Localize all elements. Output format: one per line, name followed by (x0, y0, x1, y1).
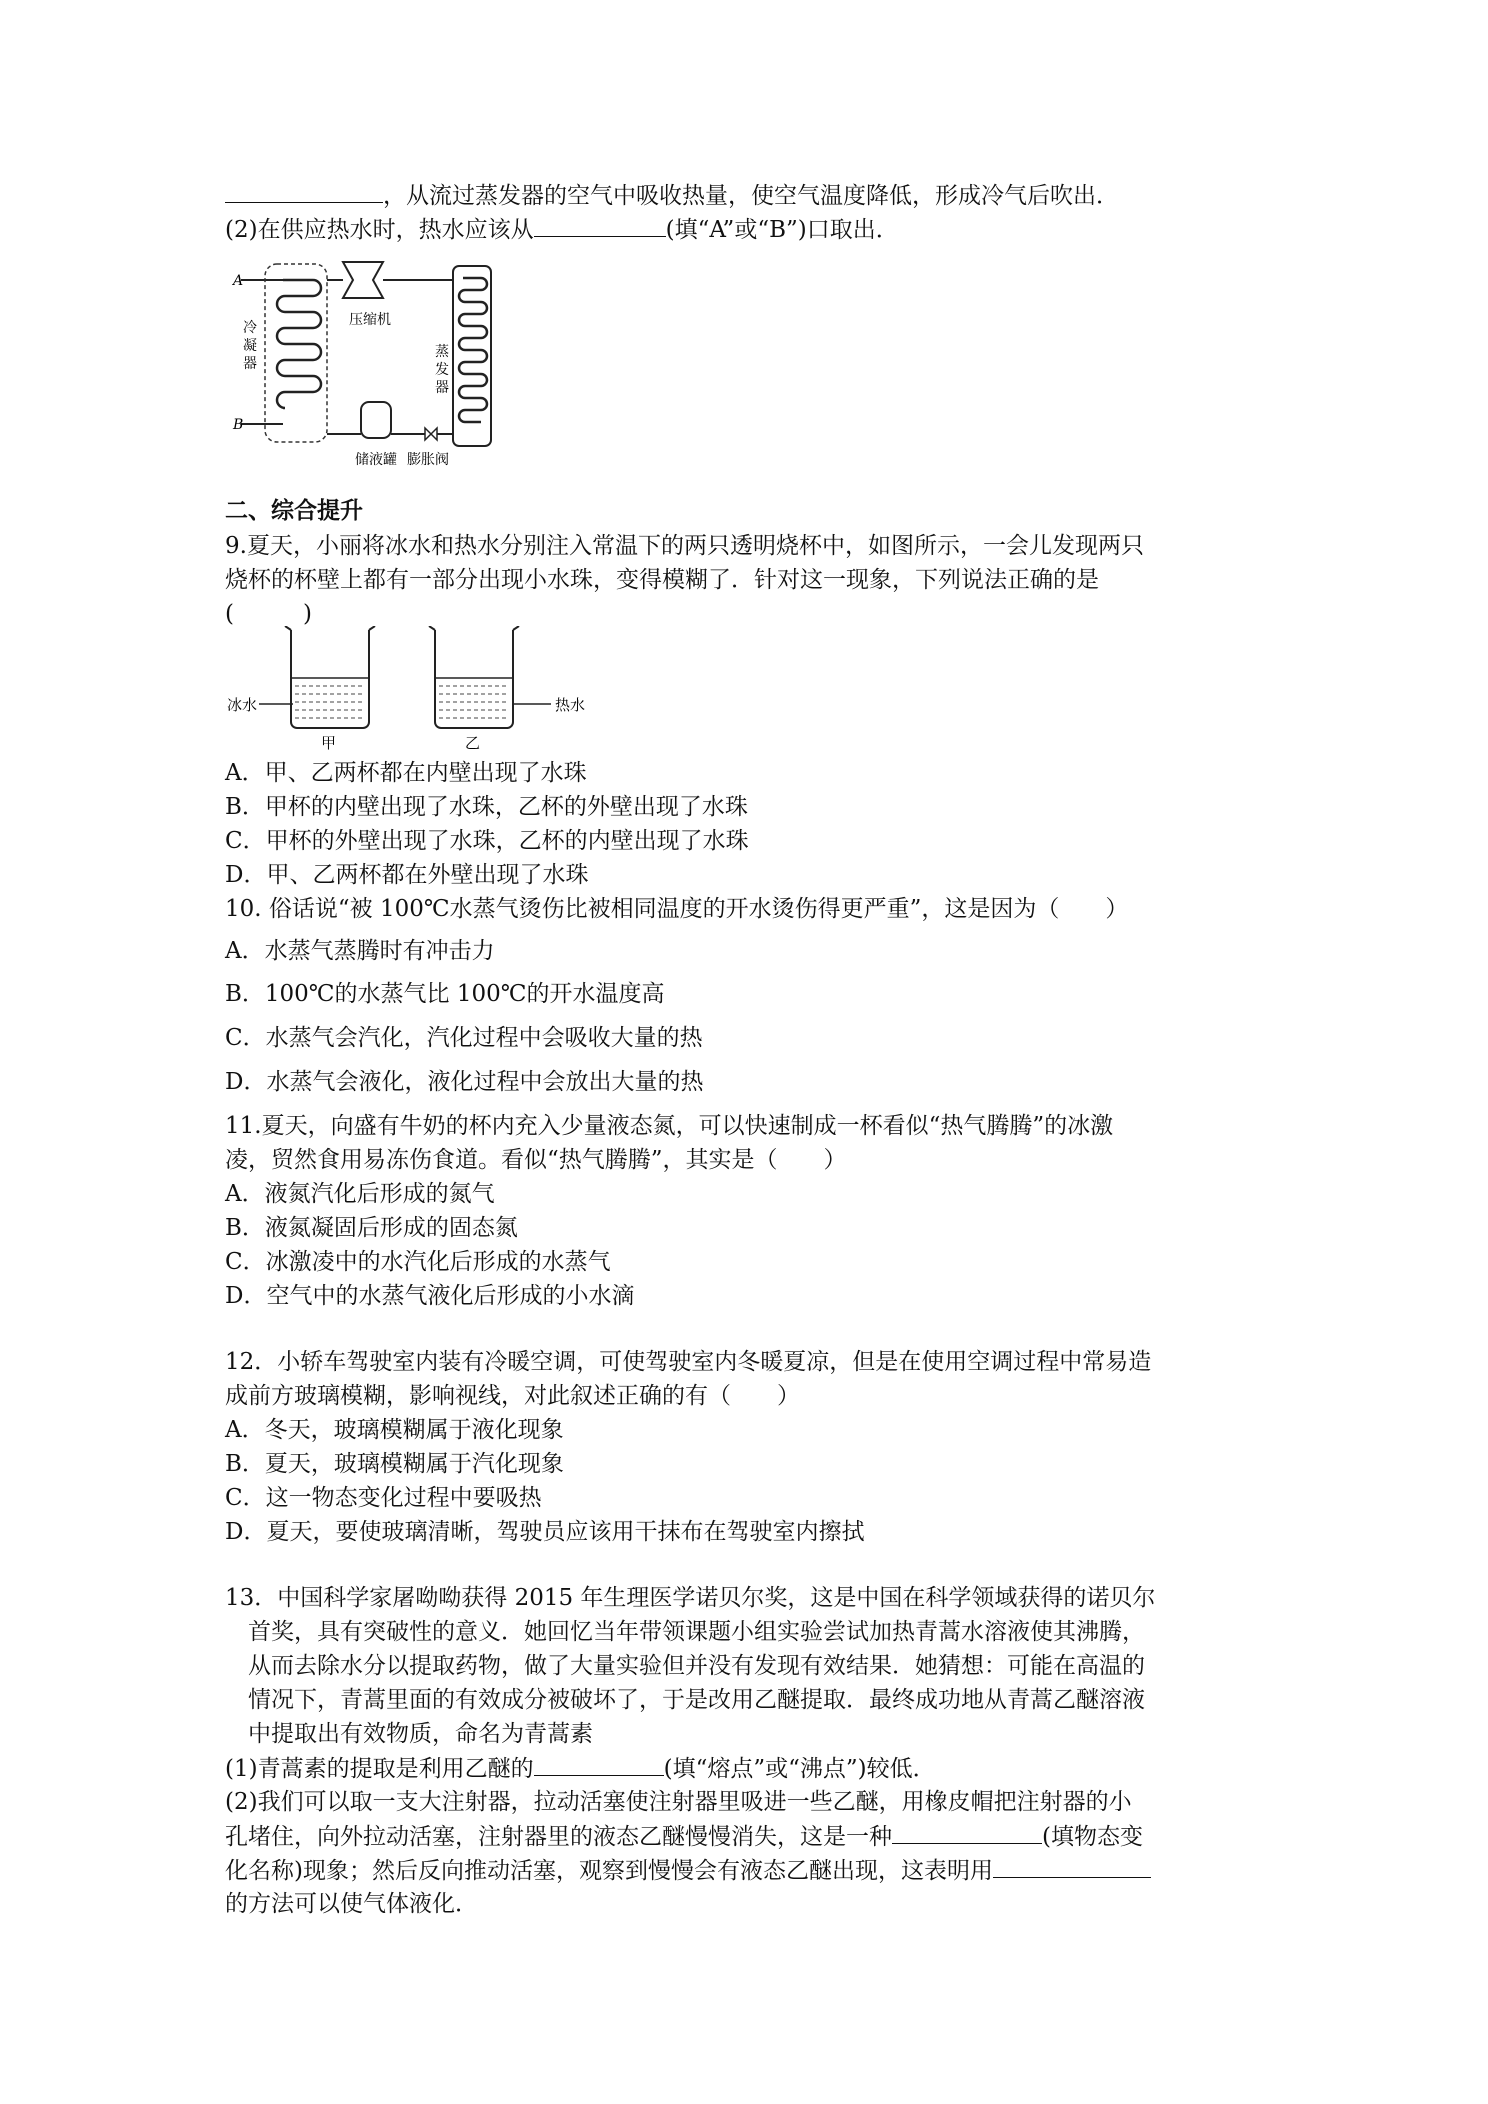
q13-part1: (1)青蒿素的提取是利用乙醚的 (填“熔点”或“沸点”)较低． (225, 1753, 936, 1784)
reservoir-label: 储液罐 (355, 452, 397, 468)
q10-stem: 10. 俗话说“被 100℃水蒸气烫伤比被相同温度的开水烫伤得更严重”，这是因为（ ） (225, 896, 1129, 922)
q11-option-d[interactable]: D．空气中的水蒸气液化后形成的小水滴 (225, 1283, 635, 1309)
svg-text:器: 器 (243, 356, 257, 372)
svg-text:蒸: 蒸 (435, 344, 449, 360)
svg-text:器: 器 (435, 380, 449, 396)
q12-stem-2: 成前方玻璃模糊，影响视线，对此叙述正确的有（ ） (225, 1383, 800, 1409)
condenser-tank (265, 264, 327, 442)
q13-line-2: 首奖，具有突破性的意义．她回忆当年带领课题小组实验尝试加热青蒿水溶液使其沸腾， (248, 1619, 1145, 1645)
q13-part2-line4: 的方法可以使气体液化． (225, 1891, 478, 1917)
section-title: 二、综合提升 (225, 497, 363, 524)
q12-option-a[interactable]: A．冬天，玻璃模糊属于液化现象 (225, 1417, 564, 1443)
cup-jia-label: 甲 (321, 734, 337, 752)
heat-pump-diagram (225, 252, 545, 472)
q9-stem-2: 烧杯的杯壁上都有一部分出现小水珠，变得模糊了．针对这一现象，下列说法正确的是 (225, 567, 1099, 593)
q8-line1: ，从流过蒸发器的空气中吸收热量，使空气温度降低，形成冷气后吹出． (225, 180, 1119, 211)
ice-water-label: 冰水 (227, 696, 258, 714)
q13-blank-3[interactable] (993, 1855, 1151, 1878)
q12-stem-1: 12．小轿车驾驶室内装有冷暖空调，可使驾驶室内冬暖夏凉，但是在使用空调过程中常易造 (225, 1349, 1152, 1375)
q9-option-d[interactable]: D．甲、乙两杯都在外壁出现了水珠 (225, 862, 589, 888)
q11-stem-2: 凌，贸然食用易冻伤食道。看似“热气腾腾”，其实是（ ） (225, 1147, 847, 1173)
q10-option-d[interactable]: D．水蒸气会液化，液化过程中会放出大量的热 (225, 1069, 704, 1095)
q11-option-b[interactable]: B．液氮凝固后形成的固态氮 (225, 1215, 518, 1241)
valve-icon (425, 428, 437, 440)
svg-text:冷: 冷 (243, 320, 257, 336)
q12-option-b[interactable]: B．夏天，玻璃模糊属于汽化现象 (225, 1451, 564, 1477)
reservoir-tank (361, 402, 391, 438)
q10-option-c[interactable]: C．水蒸气会汽化，汽化过程中会吸收大量的热 (225, 1025, 703, 1051)
q9-option-b[interactable]: B．甲杯的内壁出现了水珠，乙杯的外壁出现了水珠 (225, 794, 748, 820)
cup-yi-label: 乙 (465, 734, 481, 752)
q11-option-c[interactable]: C．冰激凌中的水汽化后形成的水蒸气 (225, 1249, 611, 1275)
svg-text:凝: 凝 (243, 338, 257, 354)
q13-line-5: 中提取出有效物质，命名为青蒿素 (248, 1721, 593, 1747)
q13-line-3: 从而去除水分以提取药物，做了大量实验但并没有发现有效结果．她猜想：可能在高温的 (248, 1653, 1145, 1679)
valve-label: 膨胀阀 (407, 452, 449, 468)
q8-blank-2[interactable] (534, 214, 666, 237)
q12-option-c[interactable]: C．这一物态变化过程中要吸热 (225, 1485, 542, 1511)
q13-part2-line3: 化名称)现象；然后反向推动活塞，观察到慢慢会有液态乙醚出现，这表明用 (225, 1855, 1151, 1886)
q10-option-b[interactable]: B．100℃的水蒸气比 100℃的开水温度高 (225, 981, 665, 1007)
port-a-label: A (233, 273, 244, 289)
q13-blank-1[interactable] (534, 1753, 664, 1776)
beakers-figure (225, 626, 605, 752)
q11-stem-1: 11.夏天，向盛有牛奶的杯内充入少量液态氮，可以快速制成一杯看似“热气腾腾”的冰激 (225, 1113, 1114, 1139)
q13-line-4: 情况下，青蒿里面的有效成分被破坏了，于是改用乙醚提取．最终成功地从青蒿乙醚溶液 (248, 1687, 1145, 1713)
q9-answer-paren[interactable]: ( ) (225, 601, 312, 627)
q10-option-a[interactable]: A．水蒸气蒸腾时有冲击力 (225, 938, 495, 964)
q13-line-1: 13．中国科学家屠呦呦获得 2015 年生理医学诺贝尔奖，这是中国在科学领域获得的诺贝尔 (225, 1585, 1156, 1611)
q8-part2: (2)在供应热水时，热水应该从 (填“A”或“B”)口取出． (225, 214, 899, 245)
q13-part2-line2: 孔堵住，向外拉动活塞，注射器里的液态乙醚慢慢消失，这是一种 (填物态变 (225, 1821, 1143, 1852)
svg-text:发: 发 (435, 362, 449, 378)
q8-blank-1[interactable] (225, 180, 383, 203)
compressor-label: 压缩机 (349, 312, 391, 328)
q13-blank-2[interactable] (892, 1821, 1042, 1844)
q12-option-d[interactable]: D．夏天，要使玻璃清晰，驾驶员应该用干抹布在驾驶室内擦拭 (225, 1519, 865, 1545)
port-b-label: B (233, 417, 244, 433)
q11-option-a[interactable]: A．液氮汽化后形成的氮气 (225, 1181, 495, 1207)
q9-stem-1: 9.夏天，小丽将冰水和热水分别注入常温下的两只透明烧杯中，如图所示，一会儿发现两只 (225, 533, 1144, 559)
q9-option-a[interactable]: A．甲、乙两杯都在内壁出现了水珠 (225, 760, 587, 786)
compressor-icon (343, 262, 383, 298)
hot-water-label: 热水 (555, 696, 586, 714)
q9-option-c[interactable]: C．甲杯的外壁出现了水珠，乙杯的内壁出现了水珠 (225, 828, 749, 854)
q13-part2-line1: (2)我们可以取一支大注射器，拉动活塞使注射器里吸进一些乙醚，用橡皮帽把注射器的小 (225, 1789, 1132, 1815)
